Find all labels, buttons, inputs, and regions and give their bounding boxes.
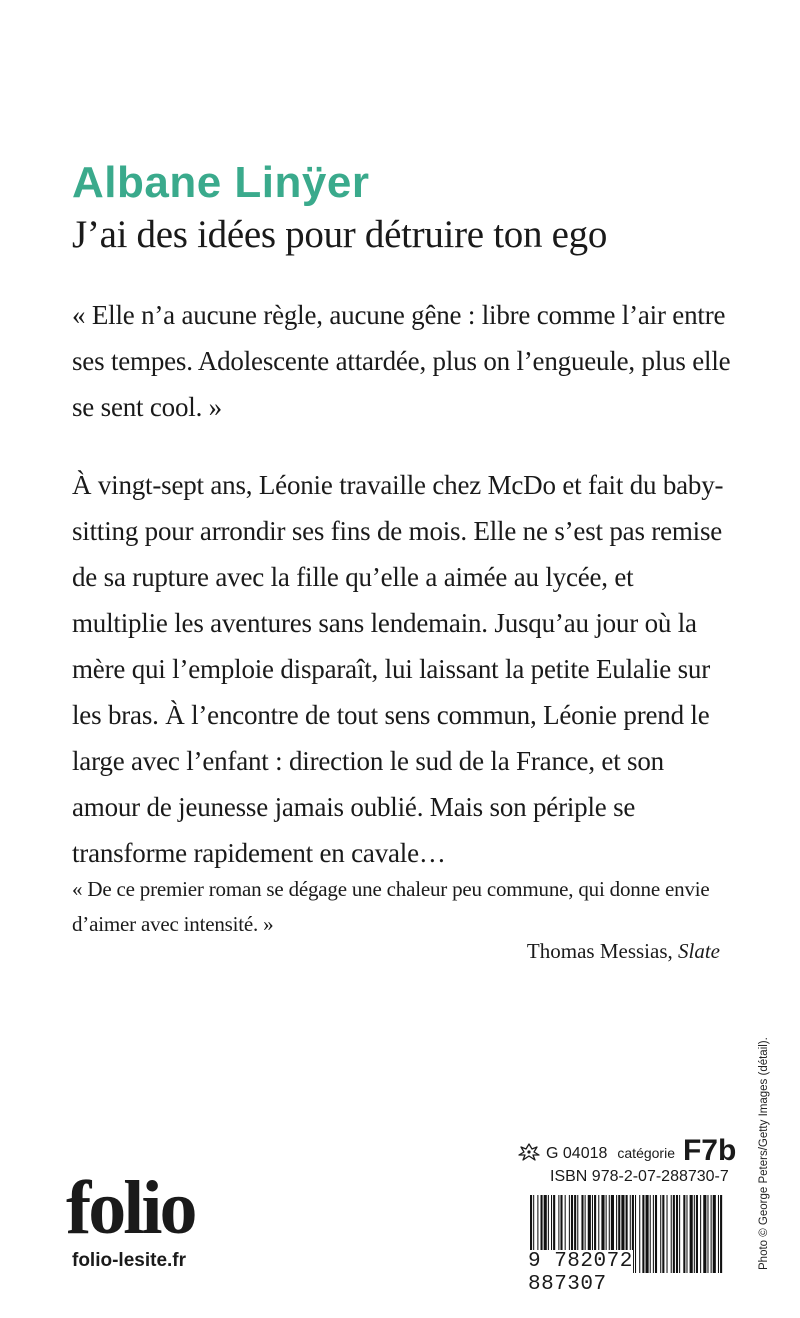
category-label: catégorie [617,1145,675,1161]
author-name: Albane Linÿer [72,158,370,207]
photo-credit: Photo © George Peters/Getty Images (détail). [758,1037,770,1270]
category-code: F7b [682,1134,737,1167]
review-quote: « De ce premier roman se dégage une chaleur peu commune, qui donne envie d’aimer avec intensité. » [72,877,710,936]
folio-logo: folio [66,1166,195,1250]
review-author: Thomas Messias, [526,939,673,963]
product-code-line [518,1132,736,1166]
review-attribution [527,934,720,969]
isbn: ISBN 978-2-07-288730-7 [550,1168,729,1185]
product-code: G 04018 [546,1145,608,1162]
book-title: J’ai des idées pour détruire ton ego [72,213,608,256]
publisher-website: folio-lesite.fr [72,1250,187,1271]
barcode-digits [528,1250,724,1296]
review-source: Slate [678,939,720,963]
book-summary: À vingt-sept ans, Léonie travaille chez McDo et fait du baby-sitting pour arrondir ses fins de mois. Elle ne s’est pas remise de sa rupture avec la fille qu’elle a aimée au lycée, et multiplie les aventures sans lendemain. Jusqu’au jour où la mère qui l’emploie disparaît, lui laissant la petite Eulalie sur les bras. À l’encontre de tout sens commun, Léonie prend le large avec l’enfant : direction le sud de la France, et son amour de jeunesse jamais oublié. Mais son périple se transforme rapidement en cavale… [72,470,724,868]
gallimard-emblem-icon [518,1143,540,1161]
pull-quote: « Elle n’a aucune règle, aucune gêne : libre comme l’air entre ses tempes. Adolescente attardée, plus on l’engueule, plus elle se sent cool. » [72,300,731,422]
barcode-number: 9 782072 887307 [528,1250,633,1296]
